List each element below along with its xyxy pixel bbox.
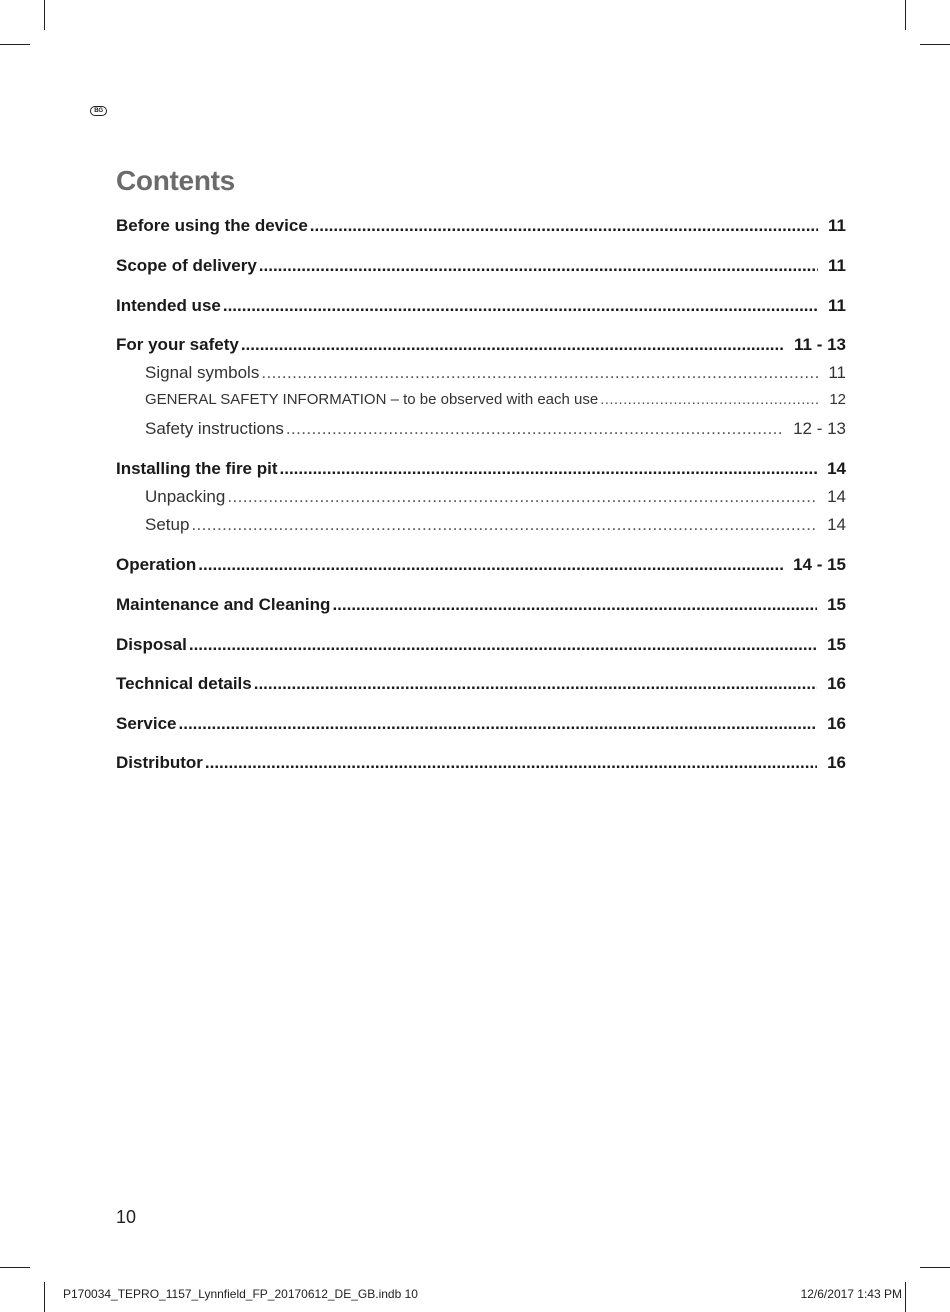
- toc-entry[interactable]: [116, 216, 846, 236]
- crop-mark: [920, 44, 950, 45]
- toc-entry-page: 14 - 15: [793, 555, 846, 574]
- toc-entry-page: 12: [829, 391, 846, 408]
- page-number: 10: [116, 1207, 137, 1227]
- toc-entry-page: 14: [827, 515, 846, 534]
- toc-entry-label: Installing the fire pit: [116, 459, 278, 478]
- crop-mark: [0, 1267, 30, 1268]
- toc-entry-label: Intended use: [116, 296, 221, 315]
- toc-entry-label: Scope of delivery: [116, 256, 257, 275]
- toc-leader-dots: [310, 216, 818, 236]
- toc-entry[interactable]: [116, 296, 846, 316]
- toc-entry-label: Setup: [145, 515, 190, 534]
- toc-entry-page: 14: [827, 487, 846, 506]
- toc-entry-page: 16: [827, 753, 846, 772]
- toc-entry-page: 16: [827, 674, 846, 693]
- toc-entry-page: 11: [828, 216, 846, 235]
- toc-entry[interactable]: [116, 753, 846, 773]
- toc-entry[interactable]: [116, 459, 846, 479]
- toc-leader-dots: [332, 595, 817, 615]
- toc-leader-dots: [280, 459, 818, 479]
- footer-date: 12/6/2017 1:43 PM: [800, 1287, 902, 1301]
- toc-entry-page: 14: [827, 459, 846, 478]
- toc-entry-label: Safety instructions: [145, 419, 284, 438]
- toc-entry-label: Before using the device: [116, 216, 308, 235]
- toc-entry-label: GENERAL SAFETY INFORMATION – to be observed with each use: [145, 391, 599, 408]
- toc-entry-page: 16: [827, 714, 846, 733]
- toc-entry-label: Technical details: [116, 674, 252, 693]
- crop-mark: [920, 1267, 950, 1268]
- toc-entry[interactable]: [116, 674, 846, 694]
- toc-entry-label: Unpacking: [145, 487, 226, 506]
- crop-mark: [905, 0, 906, 30]
- toc-leader-dots: [241, 335, 784, 355]
- toc-entry-label: Maintenance and Cleaning: [116, 595, 331, 614]
- toc-subentry[interactable]: [145, 391, 846, 408]
- toc-leader-dots: [254, 674, 817, 694]
- toc-leader-dots: [205, 753, 817, 773]
- toc-entry-label: Disposal: [116, 635, 187, 654]
- crop-mark: [44, 1282, 45, 1312]
- toc-entry-page: 11: [828, 256, 846, 275]
- toc-leader-dots: [600, 391, 819, 408]
- toc-entry-label: Signal symbols: [145, 363, 260, 382]
- toc-entry-page: 11: [828, 296, 846, 315]
- toc-entry-page: 11 - 13: [794, 335, 846, 354]
- crop-mark: [44, 0, 45, 30]
- toc-leader-dots: [198, 555, 783, 575]
- toc-entry[interactable]: [116, 256, 846, 276]
- toc-entry-page: 15: [827, 595, 846, 614]
- toc-entry-page: 15: [827, 635, 846, 654]
- toc-entry[interactable]: [116, 555, 846, 575]
- toc-subentry[interactable]: [145, 363, 846, 383]
- toc-leader-dots: [189, 635, 817, 655]
- toc-subentry[interactable]: [145, 515, 846, 535]
- crop-mark: [905, 1282, 906, 1312]
- toc-leader-dots: [179, 714, 818, 734]
- toc-entry[interactable]: [116, 335, 846, 355]
- toc-entry-page: 12 - 13: [793, 419, 846, 438]
- toc-leader-dots: [223, 296, 818, 316]
- toc-leader-dots: [261, 363, 818, 383]
- toc-entry-label: For your safety: [116, 335, 239, 354]
- toc-entry-label: Distributor: [116, 753, 203, 772]
- toc-entry[interactable]: [116, 714, 846, 734]
- toc-entry[interactable]: [116, 595, 846, 615]
- toc-entry[interactable]: [116, 635, 846, 655]
- toc-leader-dots: [286, 419, 783, 439]
- toc-subentry[interactable]: [145, 419, 846, 439]
- toc-entry-label: Service: [116, 714, 177, 733]
- toc-leader-dots: [227, 487, 817, 507]
- crop-mark: [0, 44, 30, 45]
- footer-file-info: P170034_TEPRO_1157_Lynnfield_FP_20170612_DE_GB.indb 10: [63, 1287, 418, 1301]
- toc-leader-dots: [259, 256, 818, 276]
- toc-leader-dots: [191, 515, 817, 535]
- toc-entry-label: Operation: [116, 555, 197, 574]
- page-title: Contents: [116, 165, 235, 196]
- language-badge: BG: [90, 106, 107, 116]
- toc-subentry[interactable]: [145, 487, 846, 507]
- toc-entry-page: 11: [828, 363, 846, 382]
